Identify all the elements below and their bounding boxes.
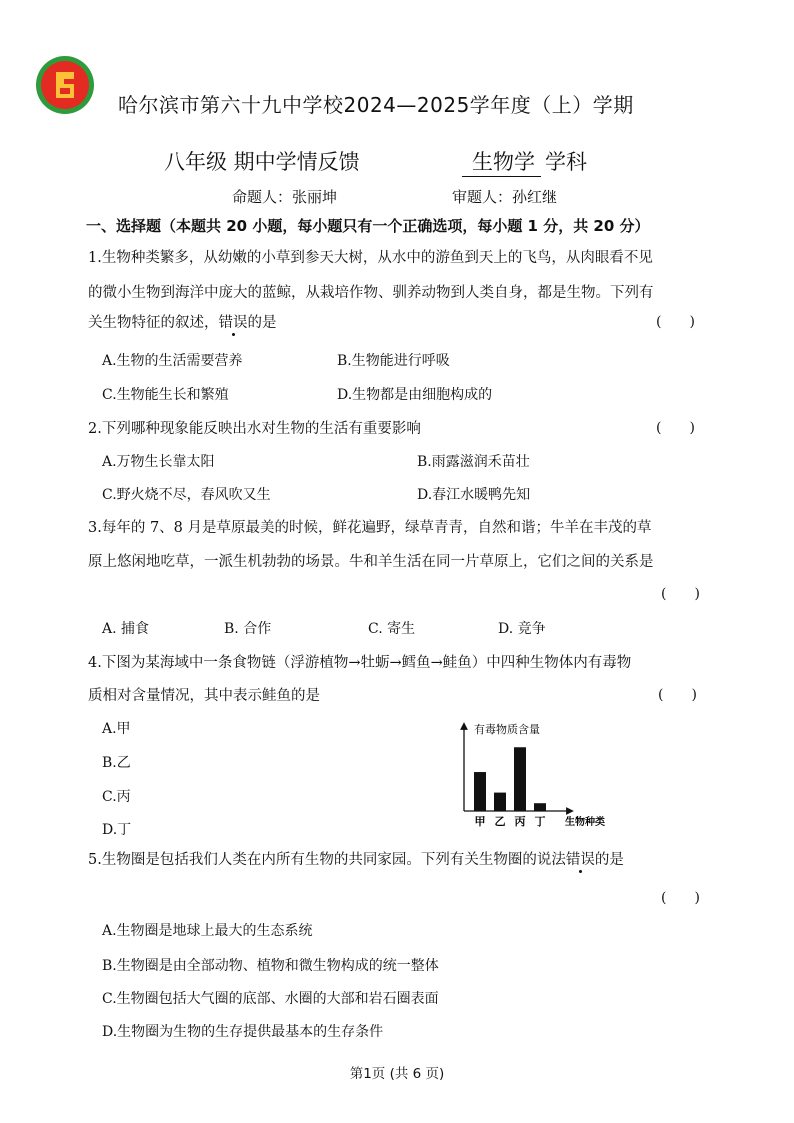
- question-5-option-d[interactable]: D.生物圈为生物的生存提供最基本的生存条件: [102, 1024, 384, 1040]
- question-1-answer-blank[interactable]: ( ): [656, 314, 695, 330]
- toxin-bar-chart: [452, 718, 622, 834]
- question-1-stem-post: 的是: [247, 315, 277, 331]
- author-label: 命题人：张丽坤: [232, 188, 338, 206]
- question-1-emphasis: 错误: [218, 315, 248, 331]
- bar-1: [494, 793, 506, 811]
- question-1-option-c[interactable]: C.生物能生长和繁殖: [102, 387, 229, 403]
- question-1-line-1: 1.生物种类繁多，从幼嫩的小草到参天大树，从水中的游鱼到天上的飞鸟，从肉眼看不见: [88, 250, 653, 266]
- question-3-line-2: 原上悠闲地吃草，一派生机勃勃的场景。牛和羊生活在同一片草原上，它们之间的关系是: [88, 554, 654, 570]
- question-3-option-d[interactable]: D. 竞争: [498, 621, 546, 637]
- question-2-option-d[interactable]: D.春江水暖鸭先知: [417, 487, 531, 503]
- tick-label-0: 甲: [474, 815, 486, 828]
- question-4-line-1: 4.下图为某海域中一条食物链（浮游植物→牡蛎→鳕鱼→鲑鱼）中四种生物体内有毒物: [88, 655, 632, 671]
- question-2-option-c[interactable]: C.野火烧不尽，春风吹又生: [102, 487, 271, 503]
- question-5-option-a[interactable]: A.生物圈是地球上最大的生态系统: [102, 923, 313, 939]
- tick-label-2: 丙: [514, 815, 526, 828]
- question-3-option-a[interactable]: A. 捕食: [102, 621, 150, 637]
- question-3-line-1: 3.每年的 7、8 月是草原最美的时候，鲜花遍野，绿草青青，自然和谐；牛羊在丰茂的草: [88, 520, 652, 536]
- page-footer: 第1页 (共 6 页): [349, 1066, 445, 1082]
- question-2-line-1: 2.下列哪种现象能反映出水对生物的生活有重要影响: [88, 421, 421, 437]
- question-2-option-a[interactable]: A.万物生长靠太阳: [102, 454, 215, 470]
- question-5-emphasis: 错误: [565, 852, 595, 868]
- question-4-option-b[interactable]: B.乙: [102, 755, 131, 771]
- question-5-line-1: [88, 848, 716, 869]
- question-1-option-d[interactable]: D.生物都是由细胞构成的: [337, 387, 493, 403]
- subject-suffix: 学科: [545, 150, 587, 174]
- question-5-stem-post: 的是: [594, 852, 624, 868]
- question-3-option-b[interactable]: B. 合作: [224, 621, 272, 637]
- subject-name: 生物学: [462, 146, 541, 177]
- school-logo: [34, 54, 96, 116]
- question-1-line-3: [88, 311, 716, 332]
- question-4-option-a[interactable]: A.甲: [102, 721, 131, 737]
- question-4-option-d[interactable]: D.丁: [102, 822, 132, 838]
- question-5-option-b[interactable]: B.生物圈是由全部动物、植物和微生物构成的统一整体: [102, 958, 439, 974]
- bar-0: [474, 772, 486, 811]
- question-3-option-c[interactable]: C. 寄生: [368, 621, 416, 637]
- question-5-option-c[interactable]: C.生物圈包括大气圈的底部、水圈的大部和岩石圈表面: [102, 991, 439, 1007]
- question-1-stem-pre: 关生物特征的叙述，: [88, 315, 219, 331]
- question-1-option-b[interactable]: B.生物能进行呼吸: [337, 353, 450, 369]
- y-axis-label: 有毒物质含量: [474, 723, 540, 736]
- tick-label-3: 丁: [534, 815, 546, 828]
- question-1-line-2: 的微小生物到海洋中庞大的蓝鲸，从栽培作物、驯养动物到人类自身，都是生物。下列有: [88, 285, 654, 301]
- subject-line: [462, 146, 587, 177]
- question-1-option-a[interactable]: A.生物的生活需要营养: [102, 353, 243, 369]
- exam-title: 八年级 期中学情反馈: [164, 150, 360, 174]
- bar-3: [534, 803, 546, 811]
- reviewer-label: 审题人：孙红继: [452, 188, 558, 206]
- question-5-answer-blank[interactable]: ( ): [661, 890, 700, 906]
- x-axis-label: 生物种类: [565, 817, 605, 828]
- question-5-stem-pre: 5.生物圈是包括我们人类在内所有生物的共同家园。下列有关生物圈的说法: [88, 852, 566, 868]
- section-heading: 一、选择题（本题共 20 小题，每小题只有一个正确选项，每小题 1 分，共 20 分）: [86, 217, 650, 235]
- question-2-answer-blank[interactable]: ( ): [656, 420, 695, 436]
- tick-label-1: 乙: [494, 815, 506, 828]
- question-4-option-c[interactable]: C.丙: [102, 789, 131, 805]
- bar-2: [514, 747, 526, 811]
- question-2-option-b[interactable]: B.雨露滋润禾苗壮: [417, 454, 530, 470]
- question-4-line-2: 质相对含量情况，其中表示鲑鱼的是: [88, 688, 320, 704]
- school-title: 哈尔滨市第六十九中学校2024—2025学年度（上）学期: [118, 93, 634, 117]
- question-4-answer-blank[interactable]: ( ): [658, 687, 697, 703]
- question-3-answer-blank[interactable]: ( ): [661, 586, 700, 602]
